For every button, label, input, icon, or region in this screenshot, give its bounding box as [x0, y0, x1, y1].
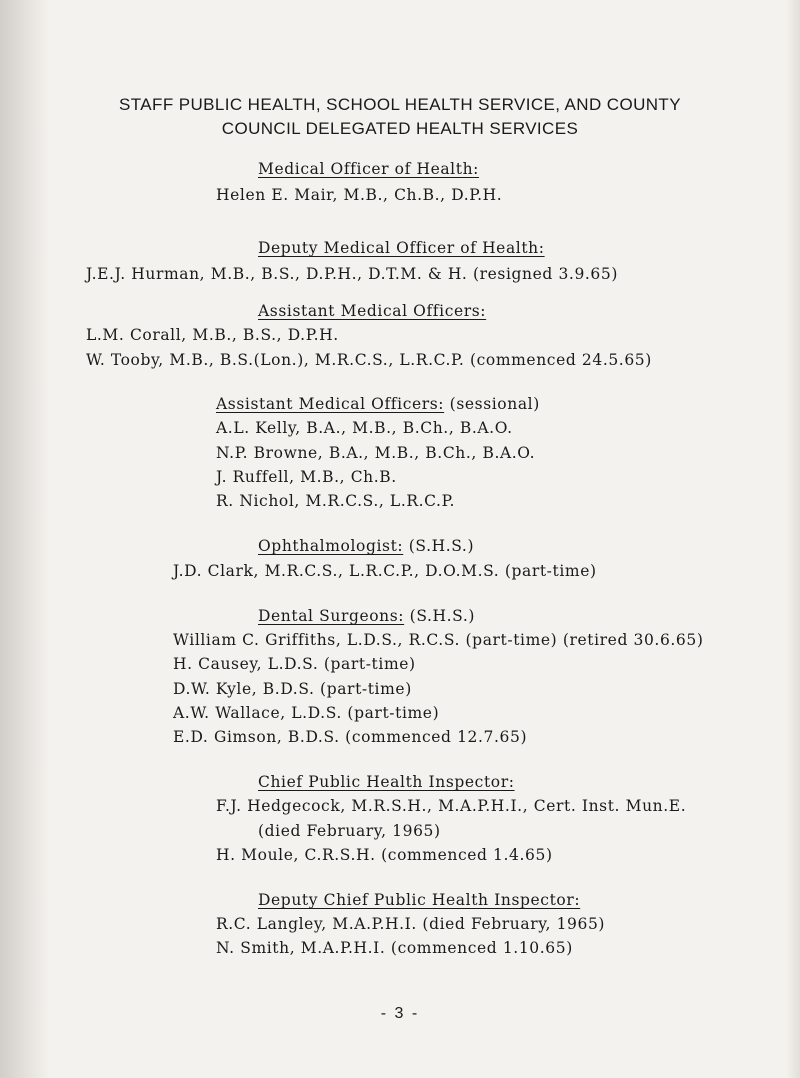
entry-dental-4: A.W. Wallace, L.D.S. (part-time) [173, 704, 440, 722]
title-line-1: STAFF PUBLIC HEALTH, SCHOOL HEALTH SERVICE, AND COUNTY [119, 95, 681, 114]
entry-amo-1: L.M. Corall, M.B., B.S., D.P.H. [86, 326, 339, 344]
entry-deputy-cphi-1: R.C. Langley, M.A.P.H.I. (died February, 1965) [216, 915, 606, 933]
entry-amo-sessional-4: R. Nichol, M.R.C.S., L.R.C.P. [216, 492, 455, 510]
section-heading-ophthalmologist: Ophthalmologist: (S.H.S.) [258, 537, 475, 555]
entry-deputy-cphi-2: N. Smith, M.A.P.H.I. (commenced 1.10.65) [216, 939, 573, 957]
section-heading-deputy-moh: Deputy Medical Officer of Health: [258, 239, 545, 257]
entry-amo-sessional-2: N.P. Browne, B.A., M.B., B.Ch., B.A.O. [216, 444, 536, 462]
section-heading-deputy-cphi: Deputy Chief Public Health Inspector: [258, 891, 581, 909]
entry-cphi-3: H. Moule, C.R.S.H. (commenced 1.4.65) [216, 846, 553, 864]
section-heading-amo-sessional: Assistant Medical Officers: (sessional) [216, 395, 540, 413]
title-line-2: COUNCIL DELEGATED HEALTH SERVICES [221, 119, 579, 138]
section-heading-dental: Dental Surgeons: (S.H.S.) [258, 607, 475, 625]
entry-amo-2: W. Tooby, M.B., B.S.(Lon.), M.R.C.S., L.R.C.P. (commenced 24.5.65) [86, 351, 652, 369]
page-title [0, 93, 800, 141]
entry-moh-1: Helen E. Mair, M.B., Ch.B., D.P.H. [216, 186, 503, 204]
entry-amo-sessional-3: J. Ruffell, M.B., Ch.B. [216, 468, 397, 486]
entry-dental-1: William C. Griffiths, L.D.S., R.C.S. (part-time) (retired 30.6.65) [173, 631, 704, 649]
page-edge-shadow [0, 0, 50, 1078]
entry-cphi-2: (died February, 1965) [258, 822, 441, 840]
entry-deputy-moh-1: J.E.J. Hurman, M.B., B.S., D.P.H., D.T.M. & H. (resigned 3.9.65) [86, 265, 619, 283]
entry-dental-3: D.W. Kyle, B.D.S. (part-time) [173, 680, 412, 698]
page-edge-shadow-right [786, 0, 800, 1078]
section-heading-amo: Assistant Medical Officers: [258, 302, 487, 320]
section-heading-moh: Medical Officer of Health: [258, 160, 479, 178]
page-number: - 3 - [380, 1005, 420, 1022]
entry-dental-2: H. Causey, L.D.S. (part-time) [173, 655, 416, 673]
entry-amo-sessional-1: A.L. Kelly, B.A., M.B., B.Ch., B.A.O. [216, 419, 513, 437]
entry-dental-5: E.D. Gimson, B.D.S. (commenced 12.7.65) [173, 728, 528, 746]
entry-ophthalmologist-1: J.D. Clark, M.R.C.S., L.R.C.P., D.O.M.S. (part-time) [173, 562, 597, 580]
entry-cphi-1: F.J. Hedgecock, M.R.S.H., M.A.P.H.I., Cert. Inst. Mun.E. [216, 797, 687, 815]
section-heading-cphi: Chief Public Health Inspector: [258, 773, 515, 791]
